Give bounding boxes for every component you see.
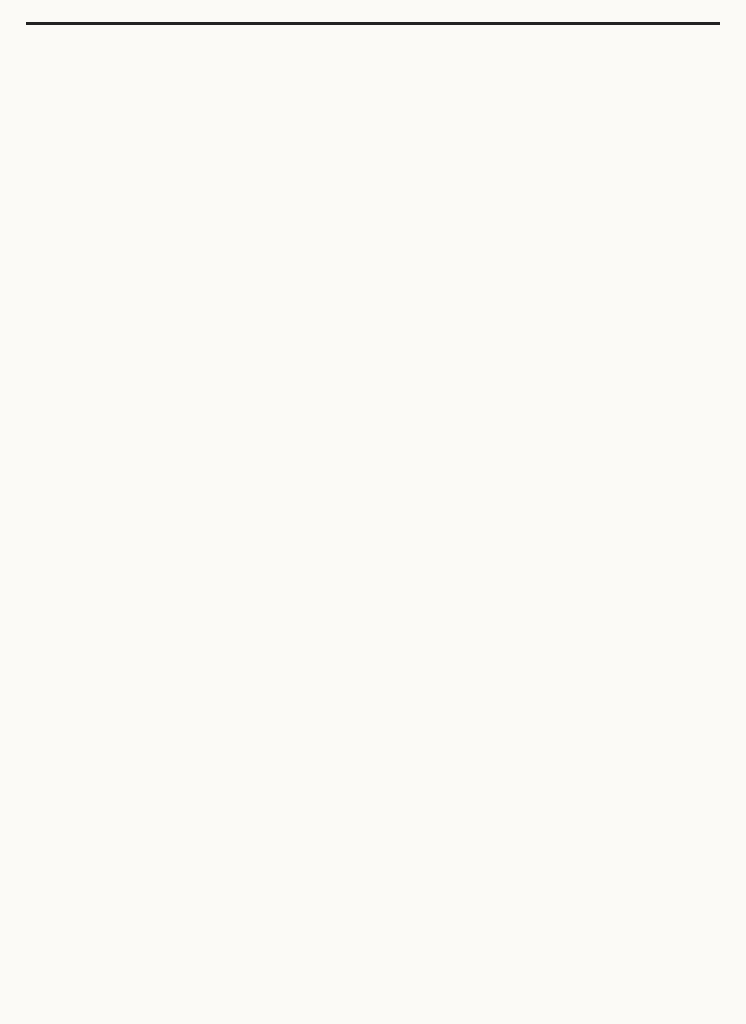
- register-top-half: [27, 23, 719, 24]
- register-table: [26, 22, 720, 25]
